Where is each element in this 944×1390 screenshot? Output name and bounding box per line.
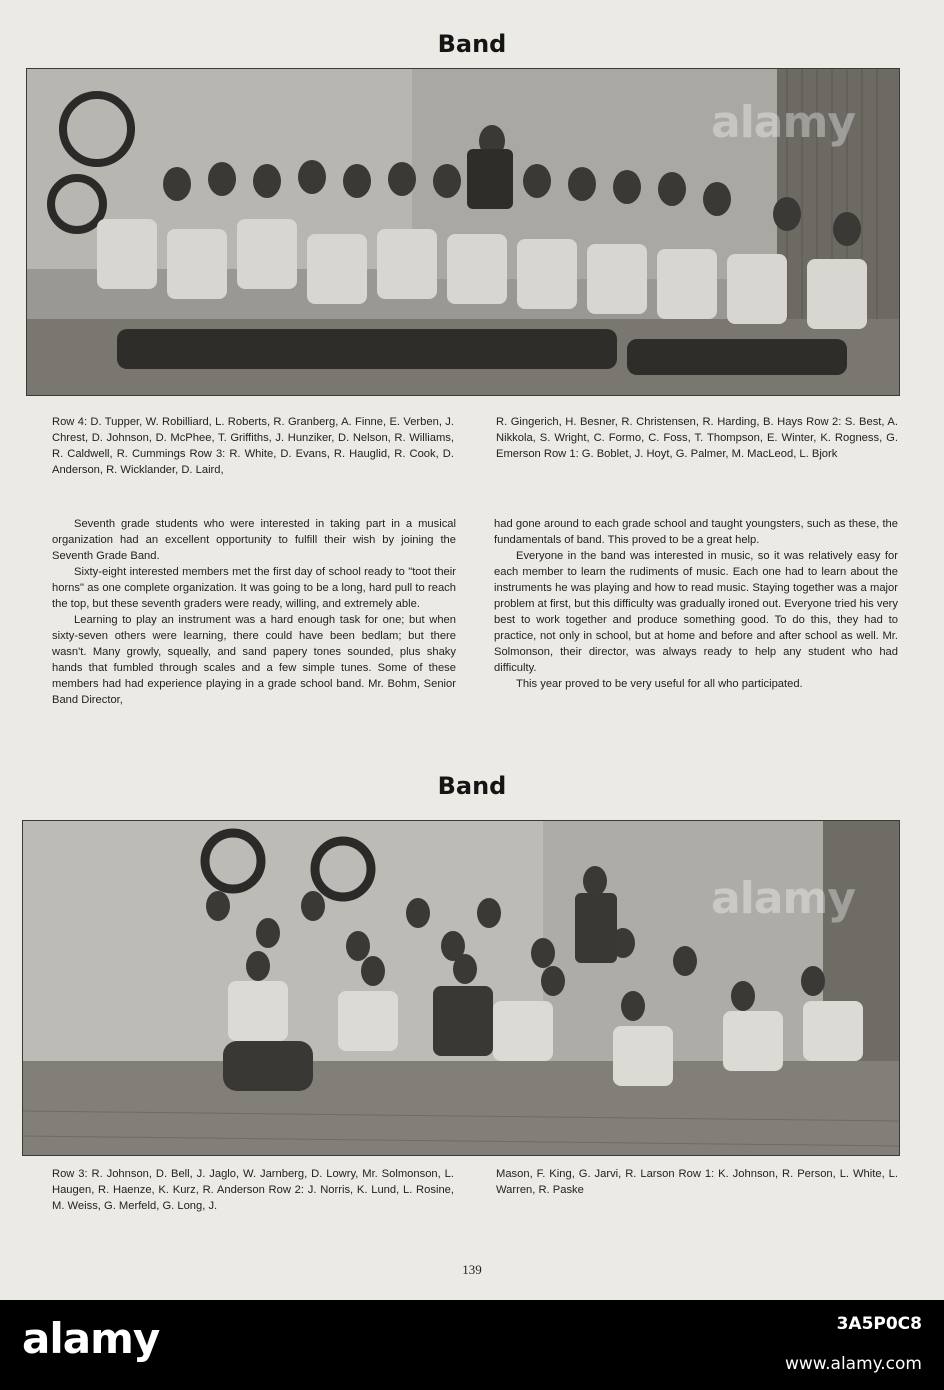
bottom-section-title: Band (437, 772, 507, 800)
top-section-title: Band (437, 30, 507, 58)
stock-footer-bar (0, 1300, 944, 1390)
article-column-right (494, 516, 898, 708)
article-column-left (52, 516, 456, 708)
article-paragraph: Sixty-eight interested members met the first day of school ready to "toot their horns" as one complete organization. It was going to be a long, hard pull to reach the top, but these seventh graders were ready, willing, and extremely able. (52, 566, 456, 610)
bottom-caption (52, 1166, 898, 1214)
site-url: www.alamy.com (784, 1354, 922, 1374)
image-id: 3A5P0C8 (836, 1314, 922, 1334)
article-body (52, 516, 898, 708)
article-paragraph: Learning to play an instrument was a hard enough task for one; but when sixty-seven others were learning, there could have been bedlam; but there wasn't. Many growly, squeally, and sand papery tones sounded, plus shaky hands that fumbled through scales and a few simple tunes. Some of these members had had experience playing in a grade school band. Mr. Bohm, Senior Band Director, (52, 614, 456, 706)
stock-info (785, 1314, 922, 1374)
article-paragraph: Seventh grade students who were interested in taking part in a musical organization had an excellent opportunity to fulfill their wish by joining the Seventh Grade Band. (52, 518, 456, 562)
bottom-caption-right: Mason, F. King, G. Jarvi, R. Larson Row 1: K. Johnson, R. Person, L. White, L. Warren, R. Paske (496, 1168, 898, 1196)
bottom-band-photo (22, 820, 900, 1156)
bottom-caption-left: Row 3: R. Johnson, D. Bell, J. Jaglo, W. Jarnberg, D. Lowry, Mr. Solmonson, L. Haugen, R. Haenze, K. Kurz, R. Anderson Row 2: J. Norris, K. Lund, L. Rosine, M. Weiss, G. Merfeld, G. Long, J. (52, 1168, 454, 1212)
article-paragraph: This year proved to be very useful for all who participated. (516, 678, 803, 690)
page-number: 139 (462, 1262, 482, 1277)
top-caption-left: Row 4: D. Tupper, W. Robilliard, L. Roberts, R. Granberg, A. Finne, E. Verben, J. Chrest, D. Johnson, D. McPhee, T. Griffiths, J. Hunziker, D. Nelson, R. Williams, R. Caldwell, R. Cummings Row 3: R. White, D. Evans, R. Hauglid, R. Cook, D. Anderson, R. Wicklander, D. Laird, (52, 416, 454, 476)
top-photo-watermark: alamy (711, 97, 855, 148)
top-caption-right: R. Gingerich, H. Besner, R. Christensen, R. Harding, B. Hays Row 2: S. Best, A. Nikkola, S. Wright, C. Formo, C. Foss, T. Thompson, E. Winter, K. Rogness, G. Emerson Row 1: G. Boblet, J. Hoyt, G. Palmer, M. MacLeod, L. Bjork (496, 416, 898, 460)
top-caption (52, 414, 898, 478)
article-paragraph-continued: had gone around to each grade school and taught youngsters, such as these, the fundamentals of band. This proved to be a great help. (494, 518, 898, 546)
alamy-logo: alamy (22, 1314, 160, 1363)
article-paragraph: Everyone in the band was interested in music, so it was relatively easy for each member to learn the rudiments of music. Each one had to learn about the instruments he was playing and how to read music. Staying together was a major problem at first, but this difficulty was gradually ironed out. Everyone tried his very best to work together and produce something good. To do this, they had to practice, not only in school, but at home and before and after school as well. Mr. Solmonson, their director, was always ready to help any student who had difficulty. (494, 550, 898, 674)
top-band-photo (26, 68, 900, 396)
bottom-photo-watermark: alamy (711, 873, 855, 924)
